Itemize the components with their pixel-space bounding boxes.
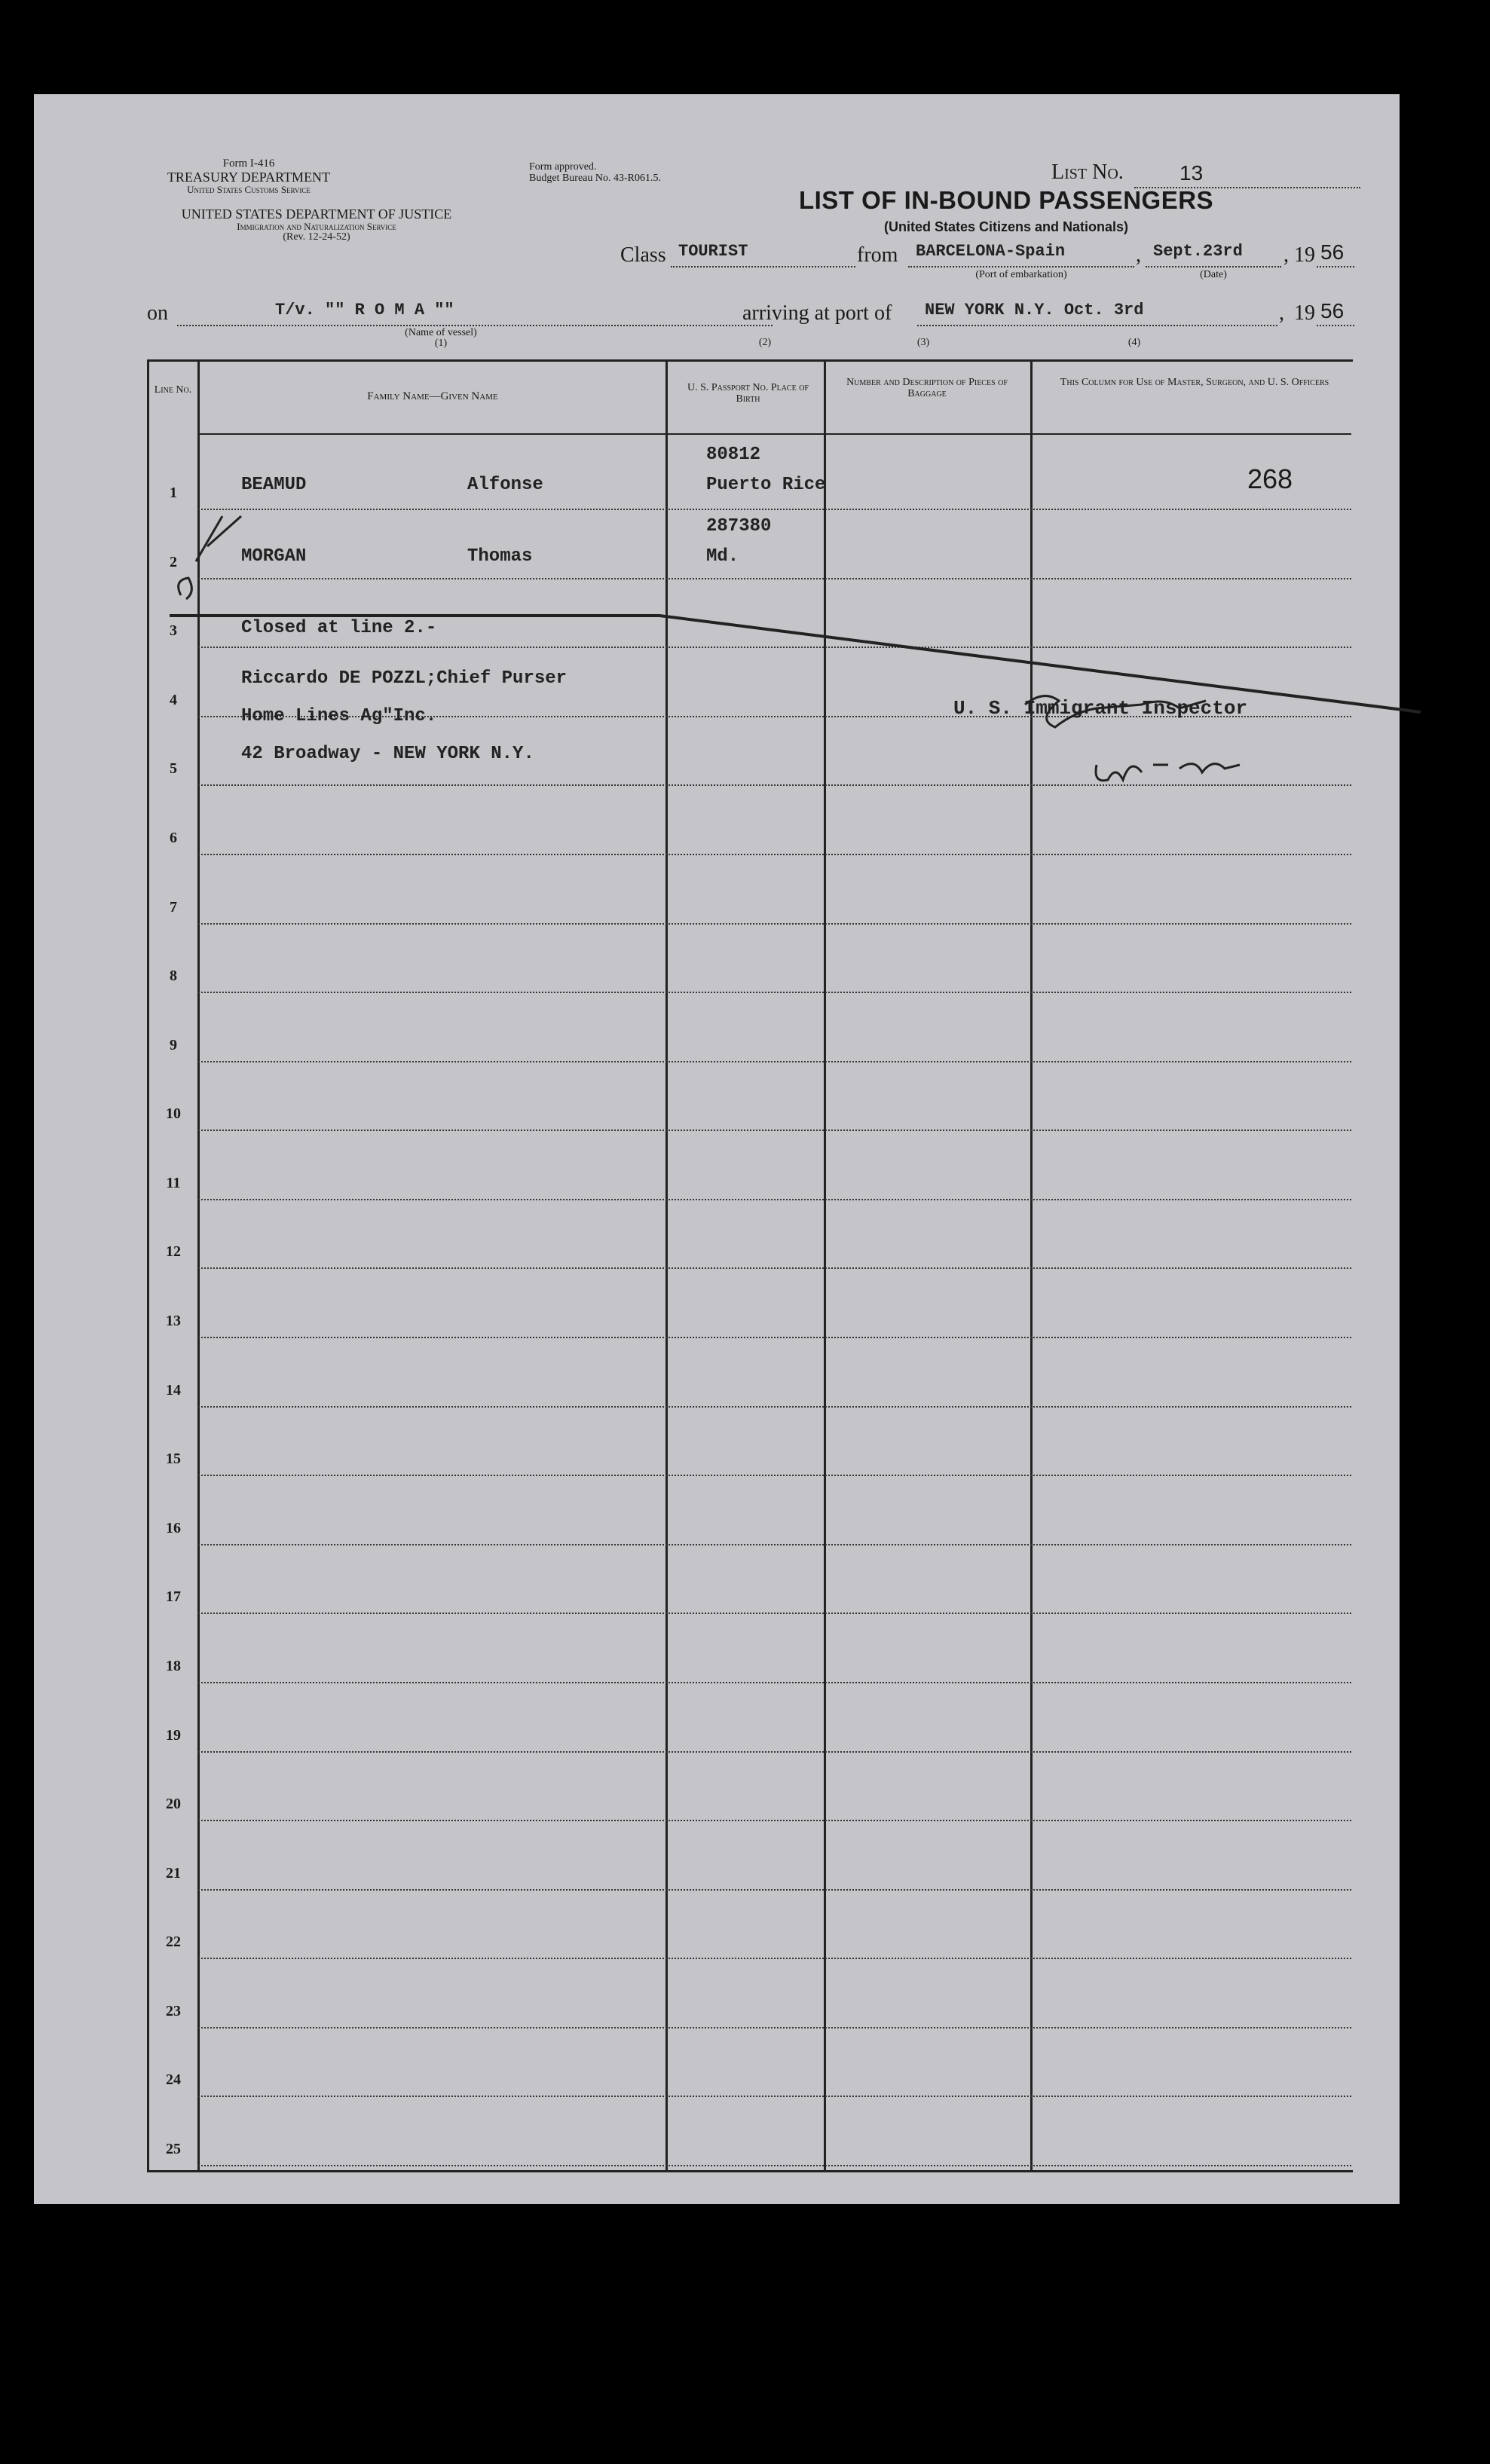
closed-note: Closed at line 2.- [241,618,437,638]
line-number: 19 [166,1727,181,1744]
ins-name: Immigration and Naturalization Service [237,220,396,232]
line-number: 3 [170,622,177,639]
table-top-border [147,359,1353,362]
row-rule [198,1406,1351,1408]
line-number: 9 [170,1037,177,1053]
line-number: 16 [166,1520,181,1536]
list-no-label: List No. [1051,160,1124,184]
budget-bureau: Budget Bureau No. 43-R061.5. [529,172,661,184]
col-header-passport: U. S. Passport No. Place of Birth [687,382,809,405]
row-rule [198,1130,1351,1131]
handwritten-marks [170,411,1451,787]
date-caption: (Date) [1200,269,1227,280]
row-rule [198,854,1351,855]
passenger-1-family: BEAMUD [241,475,307,495]
line-number: 25 [166,2141,181,2157]
col-header-line: Line No. [154,384,192,396]
check-mark-1 [196,516,241,561]
passenger-2-passport: 287380 [706,516,772,537]
line-number: 11 [166,1175,181,1191]
col-header-baggage: Number and Description of Pieces of Baggage [846,377,1008,400]
caption-3: (3) [916,337,930,348]
class-value: TOURIST [678,242,748,261]
table-left-border [147,359,149,2172]
from-value: BARCELONA-Spain [916,242,1066,261]
line-number: 13 [166,1313,181,1329]
row-rule [198,1682,1351,1683]
from-field [908,242,1134,267]
year-prefix-1: 19 [1294,243,1315,267]
inspector-title: U. S. Immigrant Inspector [953,697,1248,720]
line-number: 14 [166,1382,181,1399]
from-label: from [857,243,898,267]
line-number: 8 [170,968,177,984]
embark-caption: (Port of embarkation) [975,269,1067,280]
justice-dept: UNITED STATES DEPARTMENT OF JUSTICE [181,206,452,222]
class-label: Class [620,243,666,267]
vessel-caption: (Name of vessel) [405,327,477,338]
year-prefix-2: 19 [1294,301,1315,325]
arrival-value: NEW YORK N.Y. Oct. 3rd [925,301,1144,319]
date-value: Sept.23rd [1153,242,1243,261]
year-value-2: 56 [1320,299,1345,323]
row-rule [198,923,1351,925]
comma-1: , [1136,243,1141,267]
passenger-1-passport: 80812 [706,445,761,465]
year-field-1 [1317,240,1354,267]
line-number: 7 [170,899,177,916]
line-number: 2 [170,554,177,570]
list-no-value: 13 [1179,161,1204,185]
row-rule [198,992,1351,993]
row-rule [198,1613,1351,1614]
line-number: 5 [170,760,177,777]
purser-note: Riccardo DE POZZL;Chief Purser [241,668,568,689]
row-rule [198,1267,1351,1269]
row-rule [198,1889,1351,1891]
year-value-1: 56 [1320,240,1345,264]
revision: (Rev. 12-24-52) [283,231,350,243]
row-rule [198,2027,1351,2028]
form-header-block [136,158,362,194]
line-number: 22 [166,1934,181,1950]
class-field [671,242,855,267]
row-rule [198,1958,1351,1959]
line-number: 6 [170,830,177,846]
line-number: 23 [166,2003,181,2019]
passenger-1-birth: Puerto Rice [706,475,826,495]
row-rule [198,1061,1351,1062]
year-field-2 [1317,299,1354,326]
caption-4: (4) [1127,337,1141,348]
line-number: 17 [166,1588,181,1605]
closing-line [170,616,1421,712]
arrival-field [917,301,1277,326]
form-number: Form I-416 [222,157,275,170]
caption-2: (2) [758,337,772,348]
comma-3: , [1279,301,1284,325]
address-note: 42 Broadway - NEW YORK N.Y. [241,744,534,764]
form-approved: Form approved. [529,161,597,173]
on-label: on [147,301,168,325]
inspector-initials [1096,764,1240,781]
inspector-signature [1025,696,1206,727]
treasury-dept: TREASURY DEPARTMENT [167,169,331,185]
line-number: 18 [166,1658,181,1674]
page-subtitle: (United States Citizens and Nationals) [883,219,1129,234]
customs-service: United States Customs Service [187,183,311,195]
line-number: 15 [166,1451,181,1467]
passenger-1-given: Alfonse [467,475,543,495]
line-number: 10 [166,1105,181,1122]
table-bottom-border [147,2170,1353,2172]
passenger-2-birth: Md. [706,546,739,567]
row-rule [198,1751,1351,1753]
list-no-line [1134,161,1360,188]
row-rule [198,1475,1351,1476]
date-field [1146,242,1281,267]
line-number: 20 [166,1796,181,1812]
passenger-1-officer-note: 268 [1247,463,1293,494]
vessel-value: T/v. "" R O M A "" [275,301,454,319]
vessel-field [177,301,773,326]
line-number: 21 [166,1865,181,1882]
row-rule [198,1199,1351,1200]
vessel-caption-block [350,328,531,349]
passenger-2-family: MORGAN [241,546,307,567]
col-header-officers: This Column for Use of Master, Surgeon, and U. S. Officers [1060,377,1329,388]
passenger-list-form [34,94,1400,2204]
lines-note: Home Lines Ag"Inc. [241,706,437,726]
row-rule [198,2165,1351,2166]
passenger-2-given: Thomas [467,546,533,567]
line-number: 1 [170,485,177,501]
line-number: 4 [170,692,177,708]
row-rule [198,1820,1351,1821]
justice-block [147,207,486,243]
page-title: LIST OF IN-BOUND PASSENGERS [798,186,1214,214]
row-rule [198,1544,1351,1545]
check-mark-2 [179,578,192,599]
line-number: 24 [166,2071,181,2088]
row-rule [198,2096,1351,2097]
col-header-name: Family Name—Given Name [367,390,498,402]
caption-1: (1) [434,338,448,349]
line-number: 12 [166,1243,181,1260]
approval-block [529,162,661,184]
row-rule [198,1337,1351,1338]
comma-2: , [1283,243,1289,267]
arriving-label: arriving at port of [742,301,892,325]
